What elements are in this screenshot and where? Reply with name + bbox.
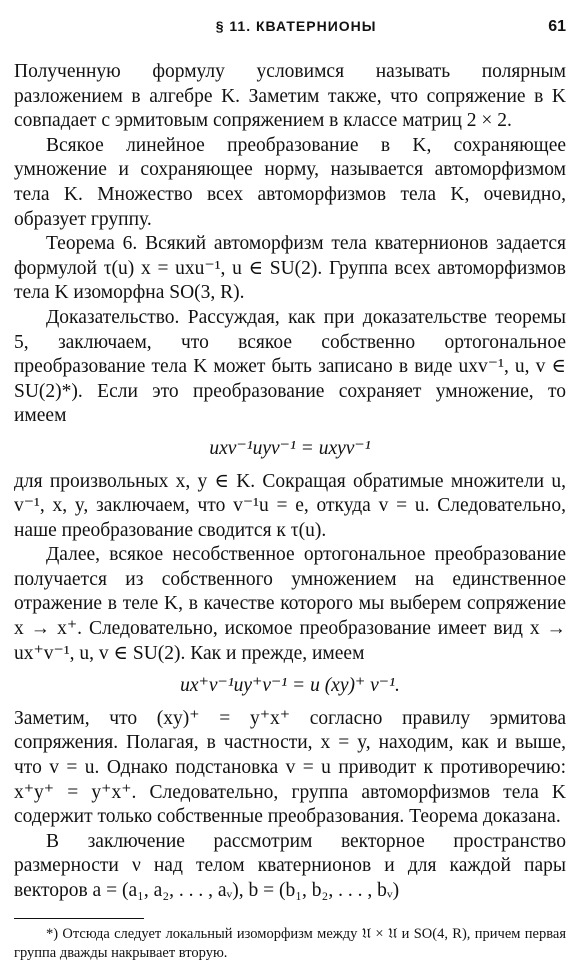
paragraph-vector-space: В заключение рассмотрим векторное пространство размерности ν над телом кватернионов и для каждой пары векторов a = (a₁, a₂, . . . , aᵥ), b = (b₁, b₂, . . . , bᵥ) [14, 830, 566, 901]
paragraph-proof: Доказательство. Рассуждая, как при доказательстве теоремы 5, заключаем, что всякое собственно ортогональное преобразование тела K может быть записано в виде uxv⁻¹, u, v ∈ SU(2)*). Если это преобразование сохраняет умножение, то имеем [14, 306, 566, 427]
paragraph-hermitian-conjugation: Заметим, что (xy)⁺ = y⁺x⁺ согласно правилу эрмитова сопряжения. Полагая, в частности, x = y, находим, как и выше, что v = u. Однако подстановка v = u приводит к противоречию: x⁺y⁺ = y⁺x⁺. Следовательно, группа автоморфизмов тела K содержит только собственные преобразования. Теорема доказана. [14, 707, 566, 828]
formula-2: ux⁺v⁻¹uy⁺v⁻¹ = u (xy)⁺ v⁻¹. [180, 675, 400, 697]
page-number: 61 [548, 18, 566, 35]
paragraph-polar-decomposition: Полученную формулу условимся называть полярным разложением в алгебре K. Заметим также, что сопряжение в K совпадает с эрмитовым сопряжением в классе матриц 2 × 2. [14, 61, 566, 132]
paragraph-proof-continued: для произвольных x, y ∈ K. Сокращая обратимые множители u, v⁻¹, x, y, заключаем, что v⁻¹u = e, откуда v = u. Следовательно, наше преобразование сводится к τ(u). [14, 470, 566, 541]
paragraph-improper-transformation: Далее, всякое несобственное ортогональное преобразование получается из собственного умножением на единственное отражение в теле K, в качестве которого мы выберем сопряжение x → x⁺. Следовательно, искомое преобразование имеет вид x → ux⁺v⁻¹, u, v ∈ SU(2). Как и прежде, имеем [14, 544, 566, 664]
footnote-divider [14, 918, 144, 919]
section-title: § 11. КВАТЕРНИОНЫ [215, 18, 377, 34]
paragraph-theorem-6: Теорема 6. Всякий автоморфизм тела кватернионов задается формулой τ(u) x = uxu⁻¹, u ∈ SU(2). Группа всех автоморфизмов тела K изоморфна SO(3, R). [14, 233, 566, 304]
footnote: *) Отсюда следует локальный изоморфизм между 𝔘 × 𝔘 и SO(4, R), причем первая группа дважды накрывает вторую. [14, 925, 566, 961]
running-header [14, 14, 566, 44]
paragraph-automorphism-definition: Всякое линейное преобразование в K, сохраняющее умножение и сохраняющее норму, называется автоморфизмом тела K. Множество всех автоморфизмов тела K, очевидно, образует группу. [14, 134, 566, 230]
formula-1: uxv⁻¹uyv⁻¹ = uxyv⁻¹ [209, 437, 371, 459]
